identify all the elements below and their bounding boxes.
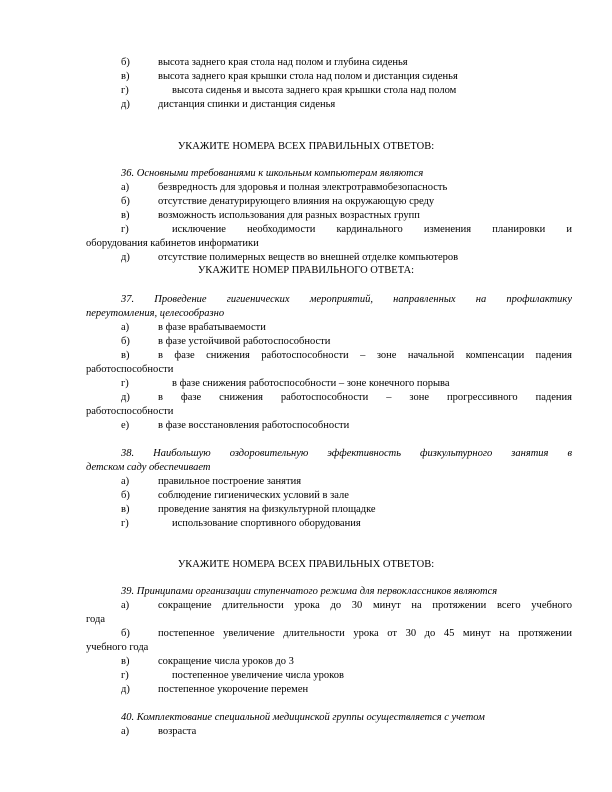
item-letter: в) bbox=[121, 350, 130, 361]
section-heading: УКАЖИТЕ НОМЕРА ВСЕХ ПРАВИЛЬНЫХ ОТВЕТОВ: bbox=[177, 559, 435, 570]
item-text: исключение необходимости кардинального изменения планировки и bbox=[172, 224, 572, 235]
item-text: проведение занятия на физкультурной площадке bbox=[158, 504, 376, 515]
section-heading: УКАЖИТЕ НОМЕР ПРАВИЛЬНОГО ОТВЕТА: bbox=[197, 265, 415, 276]
item-continuation: учебного года bbox=[86, 642, 149, 653]
item-letter: б) bbox=[121, 628, 130, 639]
item-letter: б) bbox=[121, 196, 130, 207]
item-letter: в) bbox=[121, 656, 130, 667]
item-continuation: года bbox=[86, 614, 105, 625]
section-heading: УКАЖИТЕ НОМЕРА ВСЕХ ПРАВИЛЬНЫХ ОТВЕТОВ: bbox=[177, 141, 435, 152]
item-text: в фазе снижения работоспособности – зоне конечного порыва bbox=[172, 378, 450, 389]
question-text: 36. Основными требованиями к школьным компьютерам являются bbox=[121, 168, 424, 179]
item-text: в фазе снижения работоспособности – зоне начальной компенсации падения bbox=[158, 350, 572, 361]
item-text: соблюдение гигиенических условий в зале bbox=[158, 490, 349, 501]
item-text: постепенное увеличение числа уроков bbox=[172, 670, 344, 681]
item-letter: б) bbox=[121, 490, 130, 501]
item-letter: б) bbox=[121, 57, 130, 68]
question-text: 39. Принципами организации ступенчатого режима для первоклассников являются bbox=[121, 586, 498, 597]
item-text: возраста bbox=[158, 726, 197, 737]
item-continuation: оборудования кабинетов информатики bbox=[86, 238, 259, 249]
item-letter: б) bbox=[121, 336, 130, 347]
item-text: возможность использования для разных возрастных групп bbox=[158, 210, 420, 221]
item-letter: г) bbox=[121, 85, 129, 96]
item-letter: е) bbox=[121, 420, 130, 431]
item-letter: а) bbox=[121, 322, 130, 333]
item-letter: в) bbox=[121, 210, 130, 221]
item-text: отсутствие полимерных веществ во внешней отделке компьютеров bbox=[158, 252, 459, 263]
question-text-cont: переутомления, целесообразно bbox=[86, 308, 225, 319]
item-letter: в) bbox=[121, 504, 130, 515]
item-text: в фазе восстановления работоспособности bbox=[158, 420, 350, 431]
item-text: отсутствие денатурирующего влияния на окружающую среду bbox=[158, 196, 435, 207]
item-letter: г) bbox=[121, 518, 129, 529]
item-text: постепенное укорочение перемен bbox=[158, 684, 309, 695]
item-text: высота заднего края стола над полом и глубина сиденья bbox=[158, 57, 408, 68]
item-letter: д) bbox=[121, 392, 130, 403]
item-text: высота заднего края крышки стола над полом и дистанция сиденья bbox=[158, 71, 458, 82]
item-text: сокращение длительности урока до 30 минут на протяжении всего учебного bbox=[158, 600, 572, 611]
item-text: в фазе устойчивой работоспособности bbox=[158, 336, 331, 347]
item-letter: а) bbox=[121, 182, 130, 193]
item-text: в фазе врабатываемости bbox=[158, 322, 266, 333]
item-text: правильное построение занятия bbox=[158, 476, 302, 487]
item-letter: а) bbox=[121, 600, 130, 611]
item-text: постепенное увеличение длительности урока от 30 до 45 минут на протяжении bbox=[158, 628, 572, 639]
item-letter: а) bbox=[121, 726, 130, 737]
item-letter: г) bbox=[121, 224, 129, 235]
question-text: 37. Проведение гигиенических мероприятий, направленных на профилактику bbox=[121, 294, 572, 305]
item-text: в фазе снижения работоспособности – зоне прогрессивного падения bbox=[158, 392, 572, 403]
question-text: 40. Комплектование специальной медицинской группы осуществляется с учетом bbox=[121, 712, 485, 723]
item-letter: а) bbox=[121, 476, 130, 487]
item-continuation: работоспособности bbox=[86, 364, 174, 375]
item-text: дистанция спинки и дистанция сиденья bbox=[158, 99, 336, 110]
item-text: сокращение числа уроков до 3 bbox=[158, 656, 294, 667]
item-letter: г) bbox=[121, 378, 129, 389]
item-continuation: работоспособности bbox=[86, 406, 174, 417]
item-text: высота сиденья и высота заднего края крышки стола над полом bbox=[172, 85, 457, 96]
item-letter: г) bbox=[121, 670, 129, 681]
item-letter: д) bbox=[121, 684, 130, 695]
item-letter: д) bbox=[121, 252, 130, 263]
item-letter: в) bbox=[121, 71, 130, 82]
question-text-cont: детском саду обеспечивает bbox=[86, 462, 211, 473]
item-text: использование спортивного оборудования bbox=[172, 518, 361, 529]
question-text: 38. Наибольшую оздоровительную эффективность физкультурного занятия в bbox=[121, 448, 572, 459]
item-letter: д) bbox=[121, 99, 130, 110]
item-text: безвредность для здоровья и полная электротравмобезопасность bbox=[158, 182, 448, 193]
